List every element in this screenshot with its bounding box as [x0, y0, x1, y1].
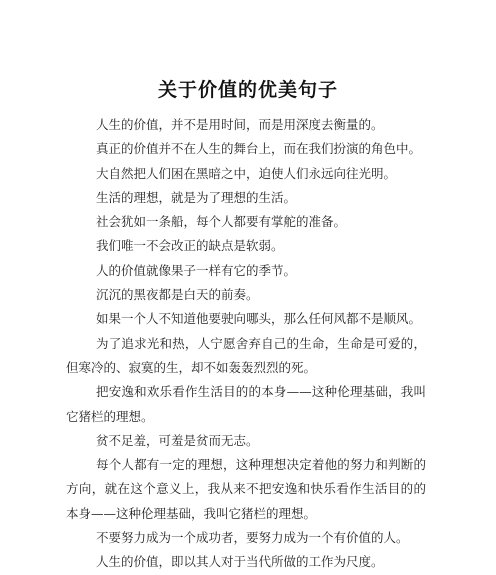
- paragraph: 沉沉的黑夜都是白天的前奏。: [96, 287, 259, 303]
- paragraph: 为了追求光和热，人宁愿舍弃自己的生命，生命是可爱的，但寒冷的、寂寞的生，却不如轰轰烈烈的死。: [66, 335, 426, 375]
- paragraph: 人生的价值，即以其人对于当代所做的工作为尺度。: [96, 554, 384, 570]
- document-title: 关于价值的优美句子: [157, 79, 338, 101]
- paragraph: 社会犹如一条船，每个人都要有掌舵的准备。: [96, 214, 347, 230]
- paragraph: 每个人都有一定的理想，这种理想决定着他的努力和判断的方向，就在这个意义上，我从来不把安逸和快乐看作生活目的的本身——这种伦理基础，我叫它猪栏的理想。: [66, 457, 426, 521]
- paragraph: 生活的理想，就是为了理想的生活。: [96, 189, 297, 205]
- paragraph: 人的价值就像果子一样有它的季节。: [96, 262, 297, 278]
- paragraph: 贫不足羞，可羞是贫而无志。: [96, 432, 259, 448]
- paragraph: 大自然把人们困在黑暗之中，迫使人们永远向往光明。: [96, 165, 397, 181]
- paragraph: 不要努力成为一个成功者，要努力成为一个有价值的人。: [96, 530, 409, 546]
- paragraph: 把安逸和欢乐看作生活目的的本身——这种伦理基础，我叫它猪栏的理想。: [66, 384, 426, 424]
- paragraph: 如果一个人不知道他要驶向哪头，那么任何风都不是顺风。: [96, 311, 422, 327]
- paragraph: 真正的价值并不在人生的舞台上，而在我们扮演的角色中。: [96, 141, 422, 157]
- paragraph: 我们唯一不会改正的缺点是软弱。: [96, 238, 284, 254]
- document-body: [66, 113, 426, 575]
- paragraph: 人生的价值，并不是用时间，而是用深度去衡量的。: [96, 117, 384, 132]
